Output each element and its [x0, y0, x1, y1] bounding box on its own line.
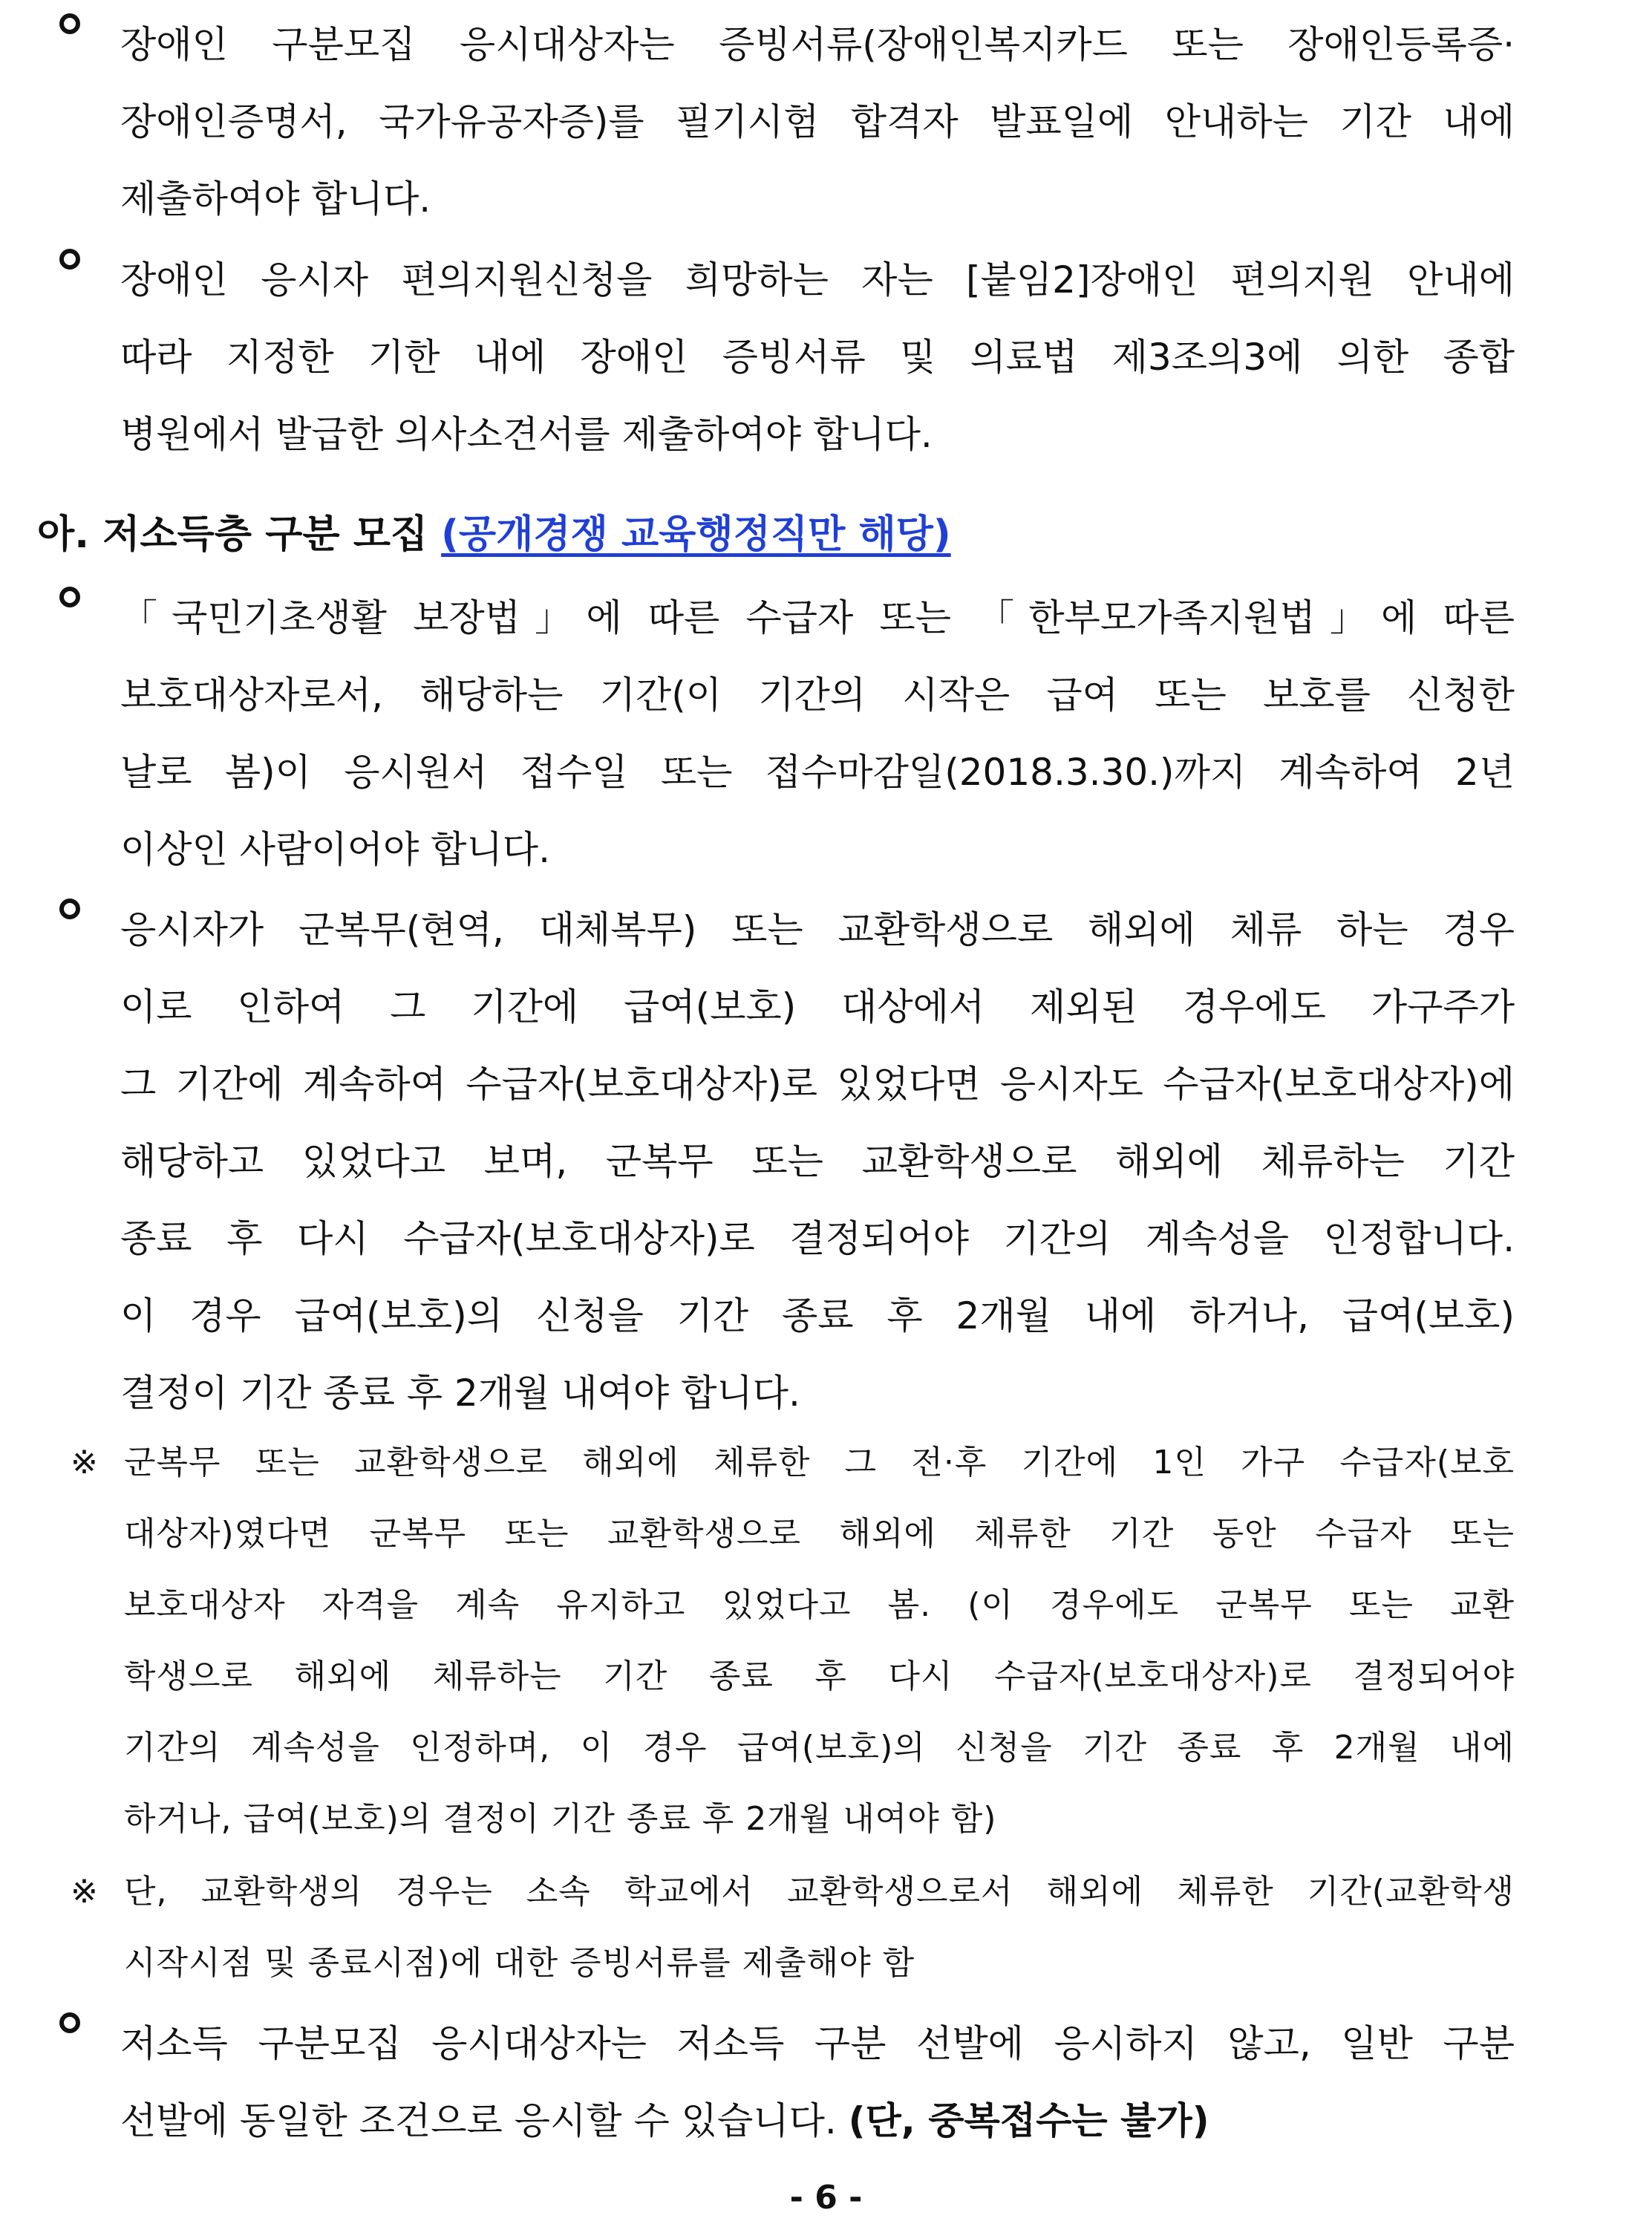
- text-line: 학생으로 해외에 체류하는 기간 종료 후 다시 수급자(보호대상자)로 결정되어야: [124, 1657, 1515, 1695]
- text-line: 보호대상자로서, 해당하는 기간(이 기간의 시작은 급여 또는 보호를 신청한: [120, 674, 1515, 717]
- text-line: 장애인 구분모집 응시대상자는 증빙서류(장애인복지카드 또는 장애인등록증·: [120, 23, 1515, 66]
- bullet-low-income-eligibility: [59, 579, 1515, 888]
- circle-bullet-icon: [59, 899, 80, 919]
- text-line: 장애인 응시자 편의지원신청을 희망하는 자는 [붙임2]장애인 편의지원 안내에: [120, 258, 1515, 301]
- page-number: - 6 -: [789, 2179, 863, 2217]
- text-line: 저소득 구분모집 응시대상자는 저소득 구분 선발에 응시하지 않고, 일반 구분: [120, 2022, 1515, 2065]
- bullet-text: [120, 579, 1515, 888]
- circle-bullet-icon: [59, 587, 80, 607]
- text-line: 종료 후 다시 수급자(보호대상자)로 결정되어야 기간의 계속성을 인정합니다.: [120, 1217, 1515, 1260]
- text-line: [120, 2082, 1515, 2159]
- text-line: 이 경우 급여(보호)의 신청을 기간 종료 후 2개월 내에 하거나, 급여(보호): [120, 1294, 1515, 1337]
- reference-mark-icon: ※: [71, 1444, 98, 1481]
- note-text: [124, 1427, 1515, 1855]
- text-line: 장애인증명서, 국가유공자증)를 필기시험 합격자 발표일에 안내하는 기간 내에: [120, 100, 1515, 143]
- circle-bullet-icon: [59, 2012, 80, 2033]
- bullet-text: [120, 6, 1515, 238]
- text-line: 군복무 또는 교환학생으로 해외에 체류한 그 전·후 기간에 1인 가구 수급자(보호: [124, 1444, 1515, 1481]
- note-exchange-student: [71, 1856, 1515, 1999]
- bullet-disability-documents: [59, 6, 1515, 238]
- text-line: 이로 인하여 그 기간에 급여(보호) 대상에서 제외된 경우에도 가구주가: [120, 985, 1515, 1028]
- text-line: 해당하고 있었다고 보며, 군복무 또는 교환학생으로 해외에 체류하는 기간: [120, 1140, 1515, 1183]
- bullet-text: [120, 891, 1515, 1432]
- section-title: 아. 저소득층 구분 모집: [37, 512, 428, 557]
- note-text: [124, 1856, 1515, 1999]
- bullet-text: [120, 241, 1515, 473]
- section-heading: [37, 505, 951, 564]
- bullet-military-exchange: [59, 891, 1515, 1432]
- bold-note: (단, 중복접수는 불가): [848, 2099, 1209, 2142]
- bullet-text: [120, 2005, 1515, 2159]
- text-line: 따라 지정한 기한 내에 장애인 증빙서류 및 의료법 제3조의3에 의한 종합: [120, 336, 1515, 379]
- text-line: 결정이 기간 종료 후 2개월 내여야 합니다.: [120, 1372, 800, 1415]
- text-line: 날로 봄)이 응시원서 접수일 또는 접수마감일(2018.3.30.)까지 계속하여 2년: [120, 751, 1515, 794]
- text-line: 병원에서 발급한 의사소견서를 제출하여야 합니다.: [120, 413, 933, 456]
- circle-bullet-icon: [59, 249, 80, 270]
- text-line: 대상자)였다면 군복무 또는 교환학생으로 해외에 체류한 기간 동안 수급자 또는: [124, 1515, 1515, 1553]
- bullet-duplicate-application: [59, 2005, 1515, 2159]
- text-line: 이상인 사람이어야 합니다.: [120, 828, 550, 871]
- text-line: 그 기간에 계속하여 수급자(보호대상자)로 있었다면 응시자도 수급자(보호대상자)에: [120, 1063, 1515, 1106]
- text-line: 하거나, 급여(보호)의 결정이 기간 종료 후 2개월 내여야 함): [124, 1800, 997, 1838]
- text-line: 단, 교환학생의 경우는 소속 학교에서 교환학생으로서 해외에 체류한 기간(교환학생: [124, 1873, 1515, 1911]
- circle-bullet-icon: [59, 13, 80, 34]
- bullet-disability-support: [59, 241, 1515, 473]
- text-line: 기간의 계속성을 인정하며, 이 경우 급여(보호)의 신청을 기간 종료 후 2개월 내에: [124, 1729, 1515, 1767]
- text-line: 제출하여야 합니다.: [120, 177, 431, 221]
- text-line: 「국민기초생활 보장법」에 따른 수급자 또는 「한부모가족지원법」에 따른: [120, 596, 1515, 639]
- text-line: 보호대상자 자격을 계속 유지하고 있었다고 봄. (이 경우에도 군복무 또는 교환: [124, 1586, 1515, 1624]
- section-note-link[interactable]: (공개경쟁 교육행정직만 해당): [441, 512, 951, 557]
- note-single-household: [71, 1427, 1515, 1855]
- text-line: 시작시점 및 종료시점)에 대한 증빙서류를 제출해야 함: [124, 1944, 915, 1982]
- text-fragment: 선발에 동일한 조건으로 응시할 수 있습니다.: [120, 2099, 849, 2142]
- reference-mark-icon: ※: [71, 1873, 98, 1911]
- text-line: 응시자가 군복무(현역, 대체복무) 또는 교환학생으로 해외에 체류 하는 경우: [120, 908, 1515, 951]
